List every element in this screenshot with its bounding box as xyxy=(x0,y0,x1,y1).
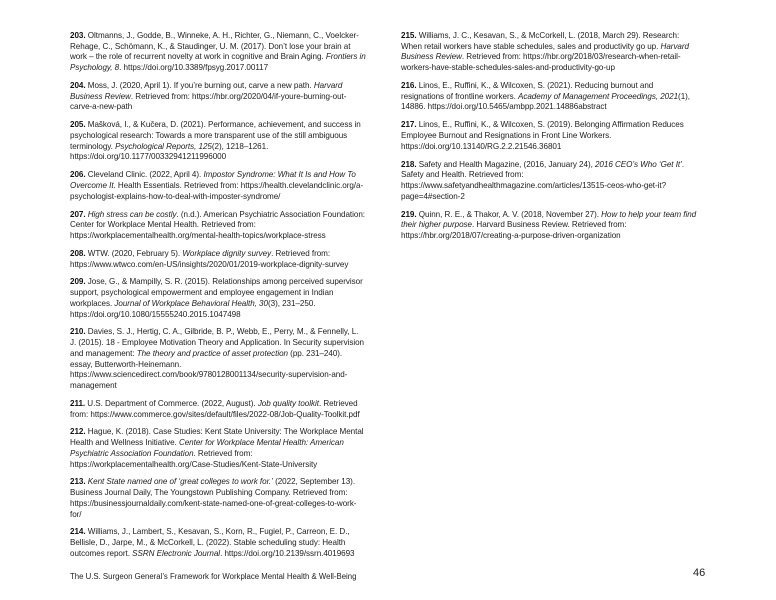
reference-number: 216. xyxy=(401,81,417,90)
reference-number: 210. xyxy=(70,327,86,337)
reference-211: 211. U.S. Department of Commerce. (2022, August). Job quality toolkit. Retrieved from: https://www.commerce.gov/sites/default/files/2022-08/Job-Quality-Toolkit.pdf xyxy=(70,398,360,419)
reference-219: 219. Quinn, R. E., & Thakor, A. V. (2018, November 27). How to help your team find their higher purpose. Harvard Business Review. Retrieved from: https://hbr.org/2018/07/creating-a-purpose-driven-organization xyxy=(401,209,697,240)
reference-212: 212. Hague, K. (2018). Case Studies: Kent State University: The Workplace Mental Health and Wellness Initiative. Center for Workplace Mental Health: American Psychiatric Association Foundation. Retrieved from: https://workplacementalhealth.org/Case-Studies/Kent-State-University xyxy=(70,427,364,469)
reference-number: 205. xyxy=(70,120,86,130)
reference-205: 205. Mašková, I., & Kučera, D. (2021). Performance, achievement, and success in psychological research: Towards a more transparent use of the still ambiguous terminology. Psychological Reports, 125(2), 1218–1261. https://doi.org/10.1177/00332941211996000 xyxy=(70,120,361,162)
reference-216: 216. Linos, E., Ruffini, K., & Wilcoxen, S. (2021). Reducing burnout and resignations of frontline workers. Academy of Management Proceedings, 2021(1), 14886. https://doi.org/10.5465/ambpp.2021.14886abstract xyxy=(401,81,690,112)
reference-number: 219. xyxy=(401,209,417,219)
references-column-left xyxy=(70,31,366,567)
page-number: 46 xyxy=(693,567,706,579)
reference-206: 206. Cleveland Clinic. (2022, April 4). Impostor Syndrome: What It Is and How To Overcome It. Health Essentials. Retrieved from: https://health.clevelandclinic.org/a-psychologist-explains-how-to-deal-with-imposter-syndrome/ xyxy=(70,170,364,201)
reference-218: 218. Safety and Health Magazine, (2016, January 24), 2016 CEO’s Who ‘Get It’. Safety and Health. Retrieved from: https://www.safetyandhealthmagazine.com/articles/13515-ceos-who-get-it?page=4#section-2 xyxy=(401,159,685,201)
reference-213: 213. Kent State named one of ‘great colleges to work for.’ (2022, September 13). Business Journal Daily, The Youngstown Publishing Company. Retrieved from: https://businessjournaldaily.com/kent-state-named-one-of-great-colleges-to-work-for/ xyxy=(70,477,357,519)
reference-number: 215. xyxy=(401,31,417,40)
reference-208: 208. WTW. (2020, February 5). Workplace dignity survey. Retrieved from: https://www.wtwco.com/en-US/insights/2020/01/2019-workplace-dignity-survey xyxy=(70,248,349,269)
references-column-right xyxy=(401,31,697,249)
reference-209: 209. Jose, G., & Mampilly, S. R. (2015). Relationships among perceived supervisor support, psychological empowerment and employee engagement in Indian workplaces. Journal of Workplace Behavioral Health, 30(3), 231–250. https://doi.org/10.1080/15555240.2015.1047498 xyxy=(70,277,363,319)
reference-number: 213. xyxy=(70,477,86,487)
reference-217: 217. Linos, E., Ruffini, K., & Wilcoxen, S. (2019). Belonging Affirmation Reduces Employee Burnout and Resignations in Front Line Workers. https://doi.org/10.13140/RG.2.2.21546.36801 xyxy=(401,120,684,151)
reference-number: 218. xyxy=(401,159,417,169)
reference-210: 210. Davies, S. J., Hertig, C. A., Gilbride, B. P., Webb, E., Perry, M., & Fennelly, L. J. (2015). 18 - Employee Motivation Theory and Application. In Security supervision and management: The theory and practice of asset protection (pp. 231–240). essay, Butterworth-Heinemann. https://www.sciencedirect.com/book/9780128001134/security-supervision-and-management xyxy=(70,327,364,390)
reference-215: 215. Williams, J. C., Kesavan, S., & McCorkell, L. (2018, March 29). Research: When retail workers have stable schedules, sales and productivity go up. Harvard Business Review. Retrieved from: https://hbr.org/2018/03/research-when-retail-workers-have-stable-schedules-sales-and-productivity-go-up xyxy=(401,31,689,73)
footer-document-title: The U.S. Surgeon General’s Framework for Workplace Mental Health & Well-Being xyxy=(70,572,357,581)
reference-number: 214. xyxy=(70,527,86,537)
reference-number: 208. xyxy=(70,248,86,258)
reference-number: 204. xyxy=(70,81,86,90)
reference-number: 212. xyxy=(70,427,86,437)
reference-number: 207. xyxy=(70,209,86,219)
reference-214: 214. Williams, J., Lambert, S., Kesavan, S., Korn, R., Fugiel, P., Carreon, E. D., Bellisle, D., Jarpe, M., & McCorkell, L. (2022). Stable scheduling study: Health outcomes report. SSRN Electronic Journal. https://doi.org/10.2139/ssrn.4019693 xyxy=(70,527,355,558)
reference-204: 204. Moss, J. (2020, April 1). If you’re burning out, carve a new path. Harvard Business Review. Retrieved from: https://hbr.org/2020/04/if-youre-burning-out-carve-a-new-path xyxy=(70,81,347,112)
reference-number: 206. xyxy=(70,170,86,180)
reference-number: 217. xyxy=(401,120,417,130)
reference-207: 207. High stress can be costly. (n.d.). American Psychiatric Association Foundation: Center for Workplace Mental Health. Retrieved from: https://workplacementalhealth.org/mental-health-topics/workplace-stress xyxy=(70,209,365,240)
reference-number: 211. xyxy=(70,398,86,408)
reference-number: 209. xyxy=(70,277,86,287)
reference-number: 203. xyxy=(70,31,86,40)
reference-203: 203. Oltmanns, J., Godde, B., Winneke, A. H., Richter, G., Niemann, C., Voelcker-Rehage, C., Schömann, K., & Staudinger, U. M. (2017). Don’t lose your brain at work – the role of recurrent novelty at work in cognitive and Brain Aging. Frontiers in Psychology, 8. https://doi.org/10.3389/fpsyg.2017.00117 xyxy=(70,31,366,73)
